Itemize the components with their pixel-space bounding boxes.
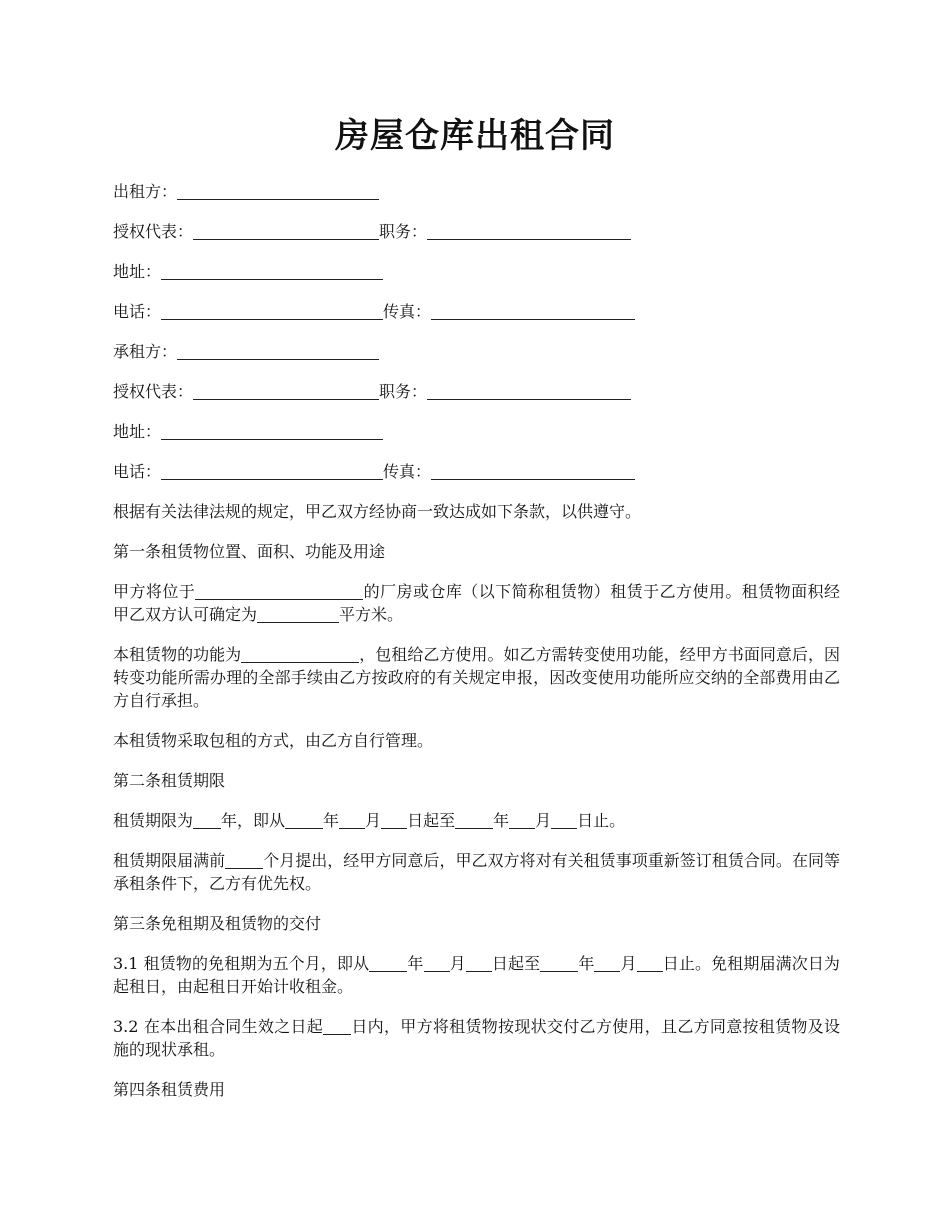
lease-years-blank[interactable]: [193, 812, 221, 829]
article1-paragraph3: 本租赁物采取包租的方式，由乙方自行管理。: [113, 731, 434, 750]
article1-p2-text-a: 本租赁物的功能为: [113, 645, 242, 664]
article2-p1-text-d: 月: [365, 811, 382, 830]
document-title: 房屋仓库出租合同: [335, 116, 615, 156]
article2-paragraph1: [113, 809, 840, 832]
lessee-position-blank[interactable]: [427, 383, 631, 400]
article2-p1-text-g: 月: [535, 811, 552, 830]
article3-p1-text-b: 年: [407, 954, 424, 973]
lessor-party-label: 出租方：: [113, 182, 178, 201]
lessee-party-line: [113, 340, 840, 363]
lessor-rep-line: [113, 220, 840, 243]
start-day-blank[interactable]: [381, 812, 407, 829]
lessee-rep-label: 授权代表：: [113, 382, 194, 401]
lessor-position-label: 职务：: [379, 222, 428, 241]
lessee-phone-line: [113, 460, 840, 483]
document-body: [113, 180, 840, 1118]
area-blank[interactable]: [257, 606, 339, 623]
article1-p1-text-a: 甲方将位于: [113, 582, 196, 601]
article3-p1-text-g: 日止。免租期届满次日为起租日，由起租日开始计收租金。: [113, 954, 840, 996]
notice-months-blank[interactable]: [225, 852, 263, 869]
article3-p1-text-d: 日起至: [491, 954, 541, 973]
article3-heading: 第三条免租期及租赁物的交付: [113, 914, 322, 933]
article2-heading: 第二条租赁期限: [113, 771, 226, 790]
lessor-address-line: [113, 260, 840, 283]
article3-p1-text-a: 3.1 租赁物的免租期为五个月，即从: [113, 954, 370, 973]
article3-paragraph1: [113, 952, 840, 998]
article2-p2-text-b: 个月提出，经甲方同意后，甲乙双方将对有关租赁事项重新签订租赁合同。在同等承租条件下，乙方有优先权。: [113, 851, 840, 893]
lessor-phone-label: 电话：: [113, 302, 162, 321]
article1-p2-text-b: ，包租给乙方使用。如乙方需转变使用功能，经甲方书面同意后，因转变功能所需办理的全部手续由乙方按政府的有关规定申报，因改变使用功能所应交纳的全部费用由乙方自行承担。: [113, 645, 840, 710]
free-start-month-blank[interactable]: [424, 955, 450, 972]
article3-paragraph2: [113, 1015, 840, 1061]
article2-p1-text-b: 年，即从: [221, 811, 286, 830]
lessee-phone-label: 电话：: [113, 462, 162, 481]
article3-p1-text-e: 年: [578, 954, 595, 973]
article1-p1-text-c: 平方米。: [339, 605, 404, 624]
article1-heading: 第一条租赁物位置、面积、功能及用途: [113, 542, 386, 561]
lessor-party-blank[interactable]: [177, 183, 379, 200]
end-month-blank[interactable]: [509, 812, 535, 829]
start-year-blank[interactable]: [285, 812, 323, 829]
free-end-day-blank[interactable]: [637, 955, 663, 972]
lessee-address-line: [113, 420, 840, 443]
article2-p1-text-f: 年: [493, 811, 510, 830]
lessee-rep-blank[interactable]: [193, 383, 379, 400]
lessor-address-label: 地址：: [113, 262, 162, 281]
article2-p1-text-e: 日起至: [407, 811, 456, 830]
lessor-phone-line: [113, 300, 840, 323]
article3-p2-text-a: 3.2 在本出租合同生效之日起: [113, 1017, 324, 1036]
free-end-year-blank[interactable]: [540, 955, 578, 972]
start-month-blank[interactable]: [339, 812, 365, 829]
location-blank[interactable]: [195, 583, 363, 600]
intro-paragraph: 根据有关法律法规的规定，甲乙双方经协商一致达成如下条款，以供遵守。: [113, 502, 642, 521]
article1-paragraph1: [113, 580, 840, 626]
lessee-phone-blank[interactable]: [161, 463, 383, 480]
end-year-blank[interactable]: [455, 812, 493, 829]
lessee-rep-line: [113, 380, 840, 403]
lessee-fax-blank[interactable]: [431, 463, 635, 480]
article1-paragraph2: [113, 643, 840, 712]
lessor-fax-blank[interactable]: [431, 303, 635, 320]
article2-p1-text-a: 租赁期限为: [113, 811, 194, 830]
function-blank[interactable]: [241, 646, 359, 663]
article3-p2-text-b: 日内，甲方将租赁物按现状交付乙方使用，且乙方同意按租赁物及设施的现状承租。: [113, 1017, 840, 1059]
lessor-rep-label: 授权代表：: [113, 222, 194, 241]
lessor-rep-blank[interactable]: [193, 223, 379, 240]
lessee-party-label: 承租方：: [113, 342, 178, 361]
free-start-year-blank[interactable]: [369, 955, 407, 972]
article3-p1-text-f: 月: [620, 954, 637, 973]
lessor-address-blank[interactable]: [161, 263, 383, 280]
article2-paragraph2: [113, 849, 840, 895]
lessee-fax-label: 传真：: [383, 462, 432, 481]
article4-heading: 第四条租赁费用: [113, 1080, 226, 1099]
article3-p1-text-c: 月: [449, 954, 466, 973]
article2-p1-text-h: 日止。: [577, 811, 626, 830]
lessor-fax-label: 传真：: [383, 302, 432, 321]
lessor-position-blank[interactable]: [427, 223, 631, 240]
lessee-party-blank[interactable]: [177, 343, 379, 360]
article2-p1-text-c: 年: [323, 811, 340, 830]
free-end-month-blank[interactable]: [594, 955, 620, 972]
article2-p2-text-a: 租赁期限届满前: [113, 851, 226, 870]
lessee-address-label: 地址：: [113, 422, 162, 441]
lessee-address-blank[interactable]: [161, 423, 383, 440]
article1-p1-text-b: 的厂房或仓库（以下简称租赁物）租赁于乙方使用。租赁物面积经甲乙双方认可确定为: [113, 582, 840, 624]
delivery-days-blank[interactable]: [323, 1018, 351, 1035]
lessor-phone-blank[interactable]: [161, 303, 383, 320]
free-start-day-blank[interactable]: [466, 955, 492, 972]
end-day-blank[interactable]: [551, 812, 577, 829]
lessee-position-label: 职务：: [379, 382, 428, 401]
lessor-party-line: [113, 180, 840, 203]
